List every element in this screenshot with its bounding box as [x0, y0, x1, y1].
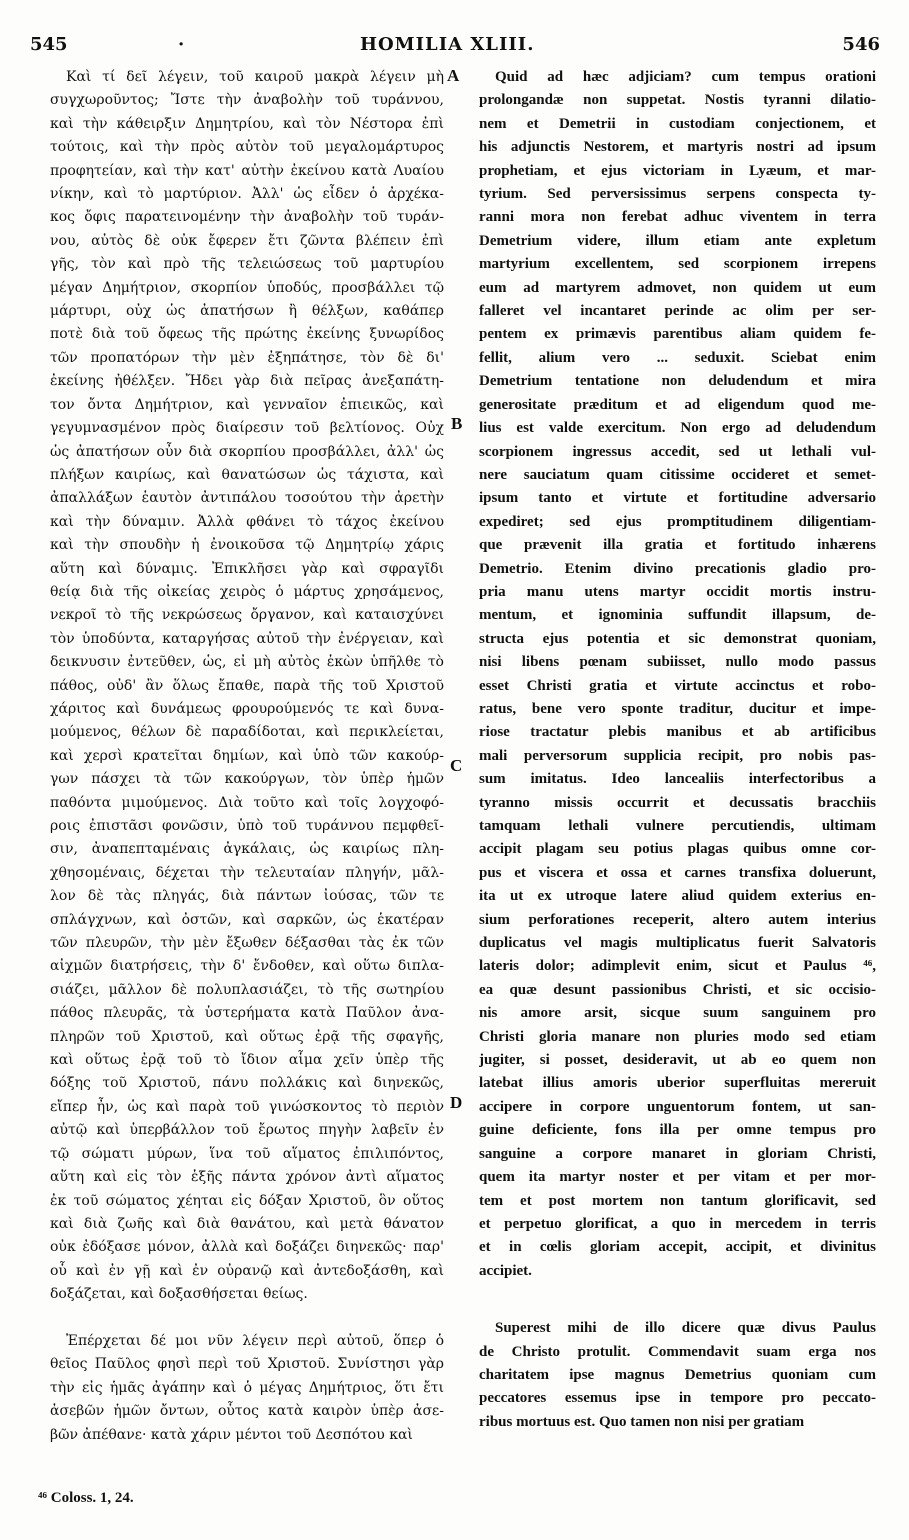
text-line: αὕτη καὶ δύναμις. Ἐπικλῆσει γὰρ καὶ σφραγῖδι — [50, 560, 444, 577]
text-line: ea quæ desunt passionibus Christi, et sic occisio- — [479, 981, 876, 998]
text-line: ὡς ἀπατήσων οὖν διὰ σκορπίου προσβάλλει, ἀλλ' ὡς — [50, 443, 444, 460]
text-line: quem ita martyr noster et per vitam et per mor- — [479, 1169, 876, 1186]
text-line: πληρῶν τοῦ Χριστοῦ, καὶ οὕτως ἐρᾷ τῆς σφαγῆς, — [50, 1028, 444, 1045]
text-line: sum imitatus. Ideo lancealiis interfectoribus a — [479, 771, 876, 788]
text-line: λον δὲ τὰς πληγάς, διὰ πάντων ἰούσας, τῶν τε — [50, 888, 444, 905]
text-line: ροις ἐπιστᾶσι φονῶσιν, ὑπὸ τοῦ τυράννου πεμφθεῖ- — [50, 818, 444, 834]
margin-marker-b: B — [451, 414, 463, 433]
text-line: συγχωροῦντος; Ἴστε τὴν ἀναβολὴν τοῦ τυράννου, — [50, 92, 444, 109]
text-line: μάρτυρι, οὐχ ὡς ἀπατήσων ἢ θέλξων, καθάπερ — [50, 303, 444, 320]
text-line: prolongandæ non suppetat. Nostis tyranni dilatio- — [479, 92, 876, 109]
text-line: τῶν πλευρῶν, τὴν μὲν ἔξωθεν δέξασθαι τὰς ἐκ τῶν — [50, 935, 444, 952]
text-line: τῶν προπατόρων τὴν μὲν ἐξηπάτησε, τὸν δὲ δι' — [50, 349, 444, 366]
text-line: pentem ex primævis parentibus aliam quidem fe- — [479, 326, 876, 343]
margin-marker-a: A — [447, 66, 460, 85]
text-line: Christi gloria manare non pluries modo sed etiam — [479, 1028, 876, 1045]
text-line: παθόντα μιμούμενος. Διὰ τοῦτο καὶ τοῖς λογχοφό- — [50, 794, 444, 811]
text-line: τῷ σώματι μύρων, ἵνα τοῦ αἵματος ἐπιλιπόντος, — [50, 1145, 444, 1162]
text-line: νίκην, καὶ τὸ μαρτύριον. Ἀλλ' ὡς εἶδεν ὁ ἀρχέκα- — [50, 186, 444, 203]
text-line: duplicatus vel magis multiplicatus fuerit Salvatoris — [479, 935, 876, 952]
text-line: γων πάσχει τὰ τῶν κακούργων, τὸν ὑπὲρ ἡμῶν — [50, 771, 444, 788]
greek-paragraph-2 — [50, 1330, 444, 1447]
text-line: tyrium. Sed perversissimus serpens conspecta ty- — [479, 186, 876, 203]
text-line: pria manu utens martyr occidit mortis instru- — [479, 583, 876, 600]
text-line: σπλάγχνων, καὶ ὀστῶν, καὶ σαρκῶν, ὡς ἑκατέραν — [50, 911, 444, 928]
text-line: et in cœlis gloriam accepit, accipit, et divinitus — [479, 1239, 876, 1256]
text-line: peccatores essemus ipse in tempore pro peccato- — [479, 1390, 876, 1407]
text-line: Demetrium videre, illum etiam ante expletum — [479, 232, 876, 249]
text-line: οὗ καὶ ἐν γῇ καὶ ἐν οὐρανῷ καὶ ἀντεδοξάσθη, καὶ — [50, 1262, 444, 1279]
text-line: δοξάζεται, καὶ δοξασθήσεται θείως. — [50, 1286, 308, 1303]
text-line: nem et Demetrii in custodiam conjectionem, et — [479, 115, 876, 132]
text-line: κος ὄφις παρατεινομένην τὴν ἀναβολὴν τοῦ τυράν- — [50, 209, 444, 226]
text-line: Superest mihi de illo dicere quæ divus Paulus — [495, 1320, 876, 1337]
margin-marker-c: C — [450, 756, 463, 775]
text-line: sium perforationes receperit, altero autem interius — [479, 911, 876, 928]
text-line: tamquam lethali vulnere percutiendis, ultimam — [479, 818, 876, 834]
text-line: Demetrio. Etenim divino precationis gladio pro- — [479, 560, 876, 577]
text-line: nisi libens pœnam subiisset, nullo modo passus — [479, 654, 876, 671]
text-line: lateris dolor; adimplevit enim, sicut et Paulus ⁴⁶, — [479, 958, 876, 975]
text-line: lius est valde exercitum. Non ergo ad deludendum — [479, 420, 876, 437]
text-line: de Christo protulit. Commendavit suam erga nos — [479, 1343, 876, 1360]
text-line: σιάζει, μᾶλλον δὲ πολυπλασιάζει, τὸ τῆς σωτηρίου — [50, 981, 444, 998]
text-line: expediret; sed ejus promptitudinem diligentiam- — [479, 513, 876, 530]
text-line: καὶ οὕτως ἐρᾷ τοῦ τὸ ἴδιον αἷμα χεῖν ὑπὲρ τῆς — [50, 1052, 444, 1069]
text-line: μούμενος, θέλων δὲ παραδίδοται, καὶ περικλείεται, — [50, 724, 444, 741]
text-line: scorpionem ingressus accedit, sed ut lethali vul- — [479, 443, 876, 460]
page-header — [30, 34, 880, 62]
text-line: fellit, alium vero ... seduxit. Sciebat enim — [479, 349, 876, 366]
page-title: HOMILIA XLIII. — [360, 34, 535, 55]
text-line: νου, αὐτὸς δὲ οὐκ ἔφερεν ἔτι ζῶντα βλέπειν ἐπὶ — [50, 232, 444, 249]
margin-marker-d: D — [450, 1093, 463, 1112]
page-number-right: 546 — [842, 34, 880, 55]
text-line: Quid ad hæc adjiciam? cum tempus orationi — [495, 69, 876, 85]
text-line: δεικνυσιν ἐντεῦθεν, ὡς, εἰ μὴ αὐτὸς ἑκὼν ὑπῆλθε τὸ — [50, 654, 444, 671]
text-line: pus et viscera et ossa et carnes transfixa doluerunt, — [479, 864, 876, 881]
text-line: ἀπαλλάξων ἑαυτὸν ἀντιπάλου τοσούτου τὴν ἀρετὴν — [50, 490, 444, 507]
text-line: ἀσεβῶν ἡμῶν ὄντων, οὗτος κατὰ καιρὸν ὑπὲρ ἀσε- — [50, 1403, 444, 1420]
text-line: martyrium excellentem, sed scorpionem irrepens — [479, 256, 876, 273]
header-dot: · — [178, 34, 185, 55]
text-line: μέγαν Δημήτριον, σκορπίον ὑποδύς, προσβάλλει τῷ — [50, 279, 444, 296]
text-line: νεκροῖ τὸ τῆς νεκρώσεως ὄργανον, καὶ καταισχύνει — [50, 607, 444, 624]
text-line: προφητείαν, καὶ τὴν κατ' αὐτὴν ἐκείνου κατὰ Λυαίου — [50, 162, 444, 179]
text-line: his adjunctis Nestorem, et martyris nostri ad ipsum — [479, 139, 876, 156]
text-line: prophetiam, et ejus victoriam in Lyæum, et mar- — [479, 162, 876, 179]
text-line: γῆς, τὸν καὶ πρὸ τῆς τελειώσεως τοῦ μαρτυρίου — [50, 256, 444, 273]
greek-paragraph-1 — [50, 66, 444, 1307]
text-line: γεγυμνασμένον πρὸς διαίρεσιν τοῦ βελτίονος. Οὐχ — [50, 420, 444, 437]
text-line: mentum, et ignominia suffundit illapsum, de- — [479, 607, 876, 624]
text-line: Demetrium tentatione non deludendum et mira — [479, 373, 876, 390]
text-line: καὶ τὴν δύναμιν. Ἀλλὰ φθάνει τὸ τάχος ἐκείνου — [50, 513, 444, 530]
text-line: καὶ χερσὶ κρατεῖται δημίων, καὶ ὑπὸ τῶν κακούρ- — [50, 747, 444, 764]
text-line: τὸν ὑποδύντα, καταργήσας αὐτοῦ τὴν ἐνέργειαν, καὶ — [50, 630, 444, 647]
text-line: καὶ τὴν σπουδὴν ἡ ἐνοικοῦσα τῷ Δημητρίῳ χάρις — [50, 537, 444, 554]
text-line: eum ad martyrem admovet, non quidem ut eum — [479, 279, 876, 296]
text-line: jugiter, si posset, desideravit, ut ab eo quem non — [479, 1052, 876, 1069]
text-line: accipere in corpore unguentorum fontem, ut san- — [479, 1098, 876, 1115]
text-line: σιν, ἀναπεπταμέναις ἀγκάλαις, ὡς καιρίως πλη- — [50, 841, 444, 858]
text-line: οὐκ ἐδόξασε μόνον, ἀλλὰ καὶ δοξάζει διηνεκῶς· παρ' — [50, 1239, 444, 1256]
text-line: ratus, bene vero sponte traditur, ducitur et impe- — [479, 700, 876, 717]
text-line: ranni mora non ferebat adhuc viventem in terra — [479, 209, 876, 226]
text-line: ἐκείνης ἠθέλξεν. Ἤδει γὰρ διὰ πεῖρας ἀνεξαπάτη- — [50, 373, 444, 390]
text-line: Ἐπέρχεται δέ μοι νῦν λέγειν περὶ αὐτοῦ, ὅπερ ὁ — [66, 1332, 444, 1349]
text-line: accipit plagam seu potius plagas quibus omne cor- — [479, 841, 876, 858]
text-line: εἴπερ ἦν, ὡς καὶ παρὰ τοῦ γινώσκοντος τὸ περιὸν — [50, 1098, 444, 1115]
text-line: et perpetuo glorificat, a quo in mercedem in terris — [479, 1215, 876, 1232]
text-line: θείᾳ διὰ τῆς οἰκείας χειρὸς ὁ μάρτυς χρησάμενος, — [50, 583, 444, 600]
text-line: latebat illius amoris uberior superfluitas mereruit — [479, 1075, 876, 1092]
text-line: πλήξων καιρίως, καὶ θανατώσων ὡς τάχιστα, καὶ — [50, 466, 444, 483]
text-line: θεῖος Παῦλος φησὶ περὶ τοῦ Χριστοῦ. Συνίστησι γὰρ — [50, 1356, 444, 1373]
text-line: πάθος πλευρᾶς, τὰ ὑστερήματα κατὰ Παῦλον ἀνα- — [50, 1005, 444, 1022]
text-line: generositate præditum et ad eligendum quod me- — [479, 396, 876, 413]
latin-paragraph-2 — [479, 1317, 876, 1434]
text-line: βῶν ἀπέθανε· κατὰ χάριν μέντοι τοῦ Δεσπότου καὶ — [50, 1426, 413, 1443]
text-line: ipsum tanto et virtute et fortitudine adversario — [479, 490, 876, 507]
text-line: ποτὲ διὰ τοῦ ὄφεως τῆς πρώτης ἐκείνης ξυνωρίδος — [50, 326, 444, 343]
text-line: τούτοις, καὶ τὴν πρὸς αὐτὸν τοῦ μεγαλομάρτυρος — [50, 139, 444, 156]
text-line: falleret vel incantaret perinde ac olim per ser- — [479, 303, 876, 320]
text-line: χθησομέναις, δέχεται τὴν τελευταίαν πληγήν, μᾶλ- — [50, 864, 444, 881]
text-line: charitatem ipse magnus Demetrius quoniam cum — [479, 1366, 876, 1383]
page-number-left: 545 — [30, 34, 68, 55]
text-line: riose tractatur plebis manibus et ab artificibus — [479, 724, 876, 741]
footnote: ⁴⁶ Coloss. 1, 24. — [38, 1490, 134, 1506]
text-line: tyranno missis occurrit et decussatis bracchiis — [479, 794, 876, 811]
text-line: sanguine a corpore manaret in gloriam Christi, — [479, 1145, 876, 1162]
text-line: accipiet. — [479, 1262, 532, 1279]
text-line: καὶ τὴν κάθειρξιν Δημητρίου, καὶ τὸν Νέστορα ἐπὶ — [50, 115, 444, 132]
text-line: guine deficiente, fons illa per omne tempus pro — [479, 1122, 876, 1139]
text-line: καὶ διὰ ζωῆς καὶ διὰ θανάτου, καὶ μετὰ θάνατον — [50, 1215, 444, 1232]
text-line: structa ejus potentia et sic demonstrat quoniam, — [479, 630, 876, 647]
greek-column — [50, 66, 444, 1447]
text-line: nere sauciatum quam citissime occideret et semet- — [479, 466, 876, 483]
latin-column — [479, 66, 876, 1434]
text-line: mali perversorum supplicia recipit, pro nobis pas- — [479, 747, 876, 764]
text-line: ita ut ex utroque latere aliud quidem exterius en- — [479, 888, 876, 905]
text-line: αὐτῷ καὶ ὑπερβάλλον τοῦ ἔρωτος πηγὴν λαβεῖν ἐν — [50, 1122, 444, 1139]
text-line: δόξης τοῦ Χριστοῦ, πάνυ πολλάκις καὶ διηνεκῶς, — [50, 1075, 444, 1092]
text-line: τον ὄντα Δημήτριον, καὶ γενναῖον ἐπιεικῶς, καὶ — [50, 396, 444, 413]
text-line: nis amore arsit, sicque suum sanguinem pro — [479, 1005, 876, 1022]
text-line: ἐκ τοῦ σώματος χέηται εἰς δόξαν Χριστοῦ, ὃν οὕτος — [50, 1192, 444, 1209]
text-line: Καὶ τί δεῖ λέγειν, τοῦ καιροῦ μακρὰ λέγειν μὴ — [66, 69, 444, 85]
text-line: tem et post mortem non tantum glorificavit, sed — [479, 1192, 876, 1209]
text-line: esset Christi gratia et virtute accinctus et robo- — [479, 677, 876, 694]
text-line: αἰχμῶν διατρήσεις, τὴν δ' ἔνδοθεν, καὶ οὕτω διπλα- — [50, 958, 444, 975]
latin-paragraph-1 — [479, 66, 876, 1283]
text-line: τὴν εἰς ἡμᾶς ἀγάπην καὶ ὁ μέγας Δημήτριος, ὅτι ἔτι — [50, 1379, 444, 1396]
text-line: πάθος, οὐδ' ἂν ὅλως ἔπαθε, παρὰ τῆς τοῦ Χριστοῦ — [50, 677, 444, 694]
text-line: ribus mortuus est. Quo tamen non nisi per gratiam — [479, 1413, 805, 1430]
text-line: αὕτη καὶ εἰς τὸν ἑξῆς πάντα χρόνον ἀντὶ αἵματος — [50, 1169, 444, 1186]
text-line: χάριτος καὶ δυνάμεως φρουρούμενός τε καὶ δυνα- — [50, 700, 444, 717]
text-line: que prævenit illa gratia et fortitudo inhærens — [479, 537, 876, 554]
